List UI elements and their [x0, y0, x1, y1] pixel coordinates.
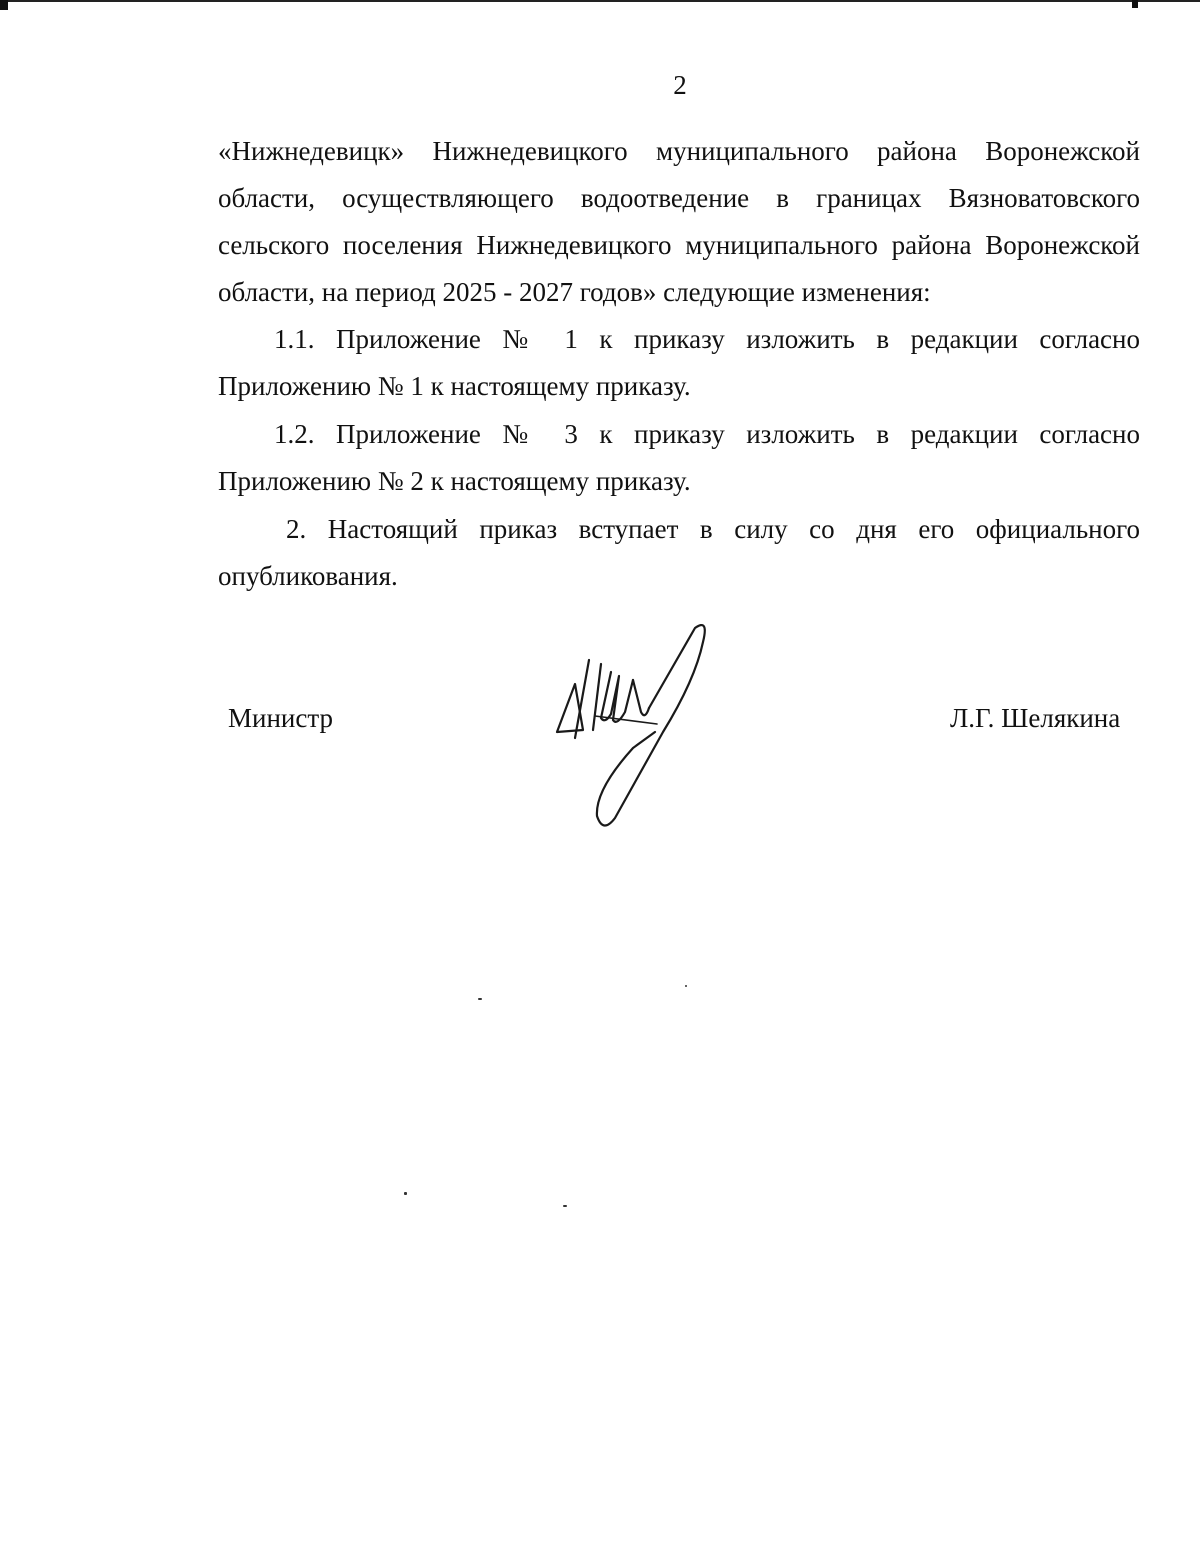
effective-date-item — [218, 506, 1140, 600]
signatory-name: Л.Г. Шелякина — [950, 703, 1121, 733]
amendment-item-text: 1.2. Приложение № 3 к приказу изложить в редакции согласно Приложению № 2 к настоящему приказу. — [218, 419, 1140, 496]
scan-top-edge — [0, 0, 1200, 4]
amendment-item — [218, 316, 1140, 410]
scan-speck — [563, 1205, 567, 1207]
scan-corner-mark — [0, 0, 8, 10]
amendment-item-text: 1.1. Приложение № 1 к приказу изложить в редакции согласно Приложению № 1 к настоящему приказу. — [218, 324, 1140, 401]
handwritten-signature — [545, 620, 725, 835]
scan-speck — [685, 985, 687, 987]
effective-date-text: 2. Настоящий приказ вступает в силу со дня его официального опубликования. — [218, 514, 1140, 591]
scan-speck — [478, 998, 482, 1000]
intro-paragraph — [218, 128, 1140, 316]
signatory-role: Министр — [228, 703, 333, 733]
page-number: 2 — [673, 70, 687, 100]
amendment-item — [218, 411, 1140, 505]
intro-paragraph-text: «Нижнедевицк» Нижнедевицкого муниципального района Воронежской области, осуществляющего водоотведение в границах Вязноватовского сельского поселения Нижнедевицкого муниципального района Воронежской области, на период 2025 - 2027 годов» следующие изменения: — [218, 136, 1140, 307]
scan-speck — [404, 1192, 407, 1195]
scan-corner-mark — [1132, 0, 1138, 8]
